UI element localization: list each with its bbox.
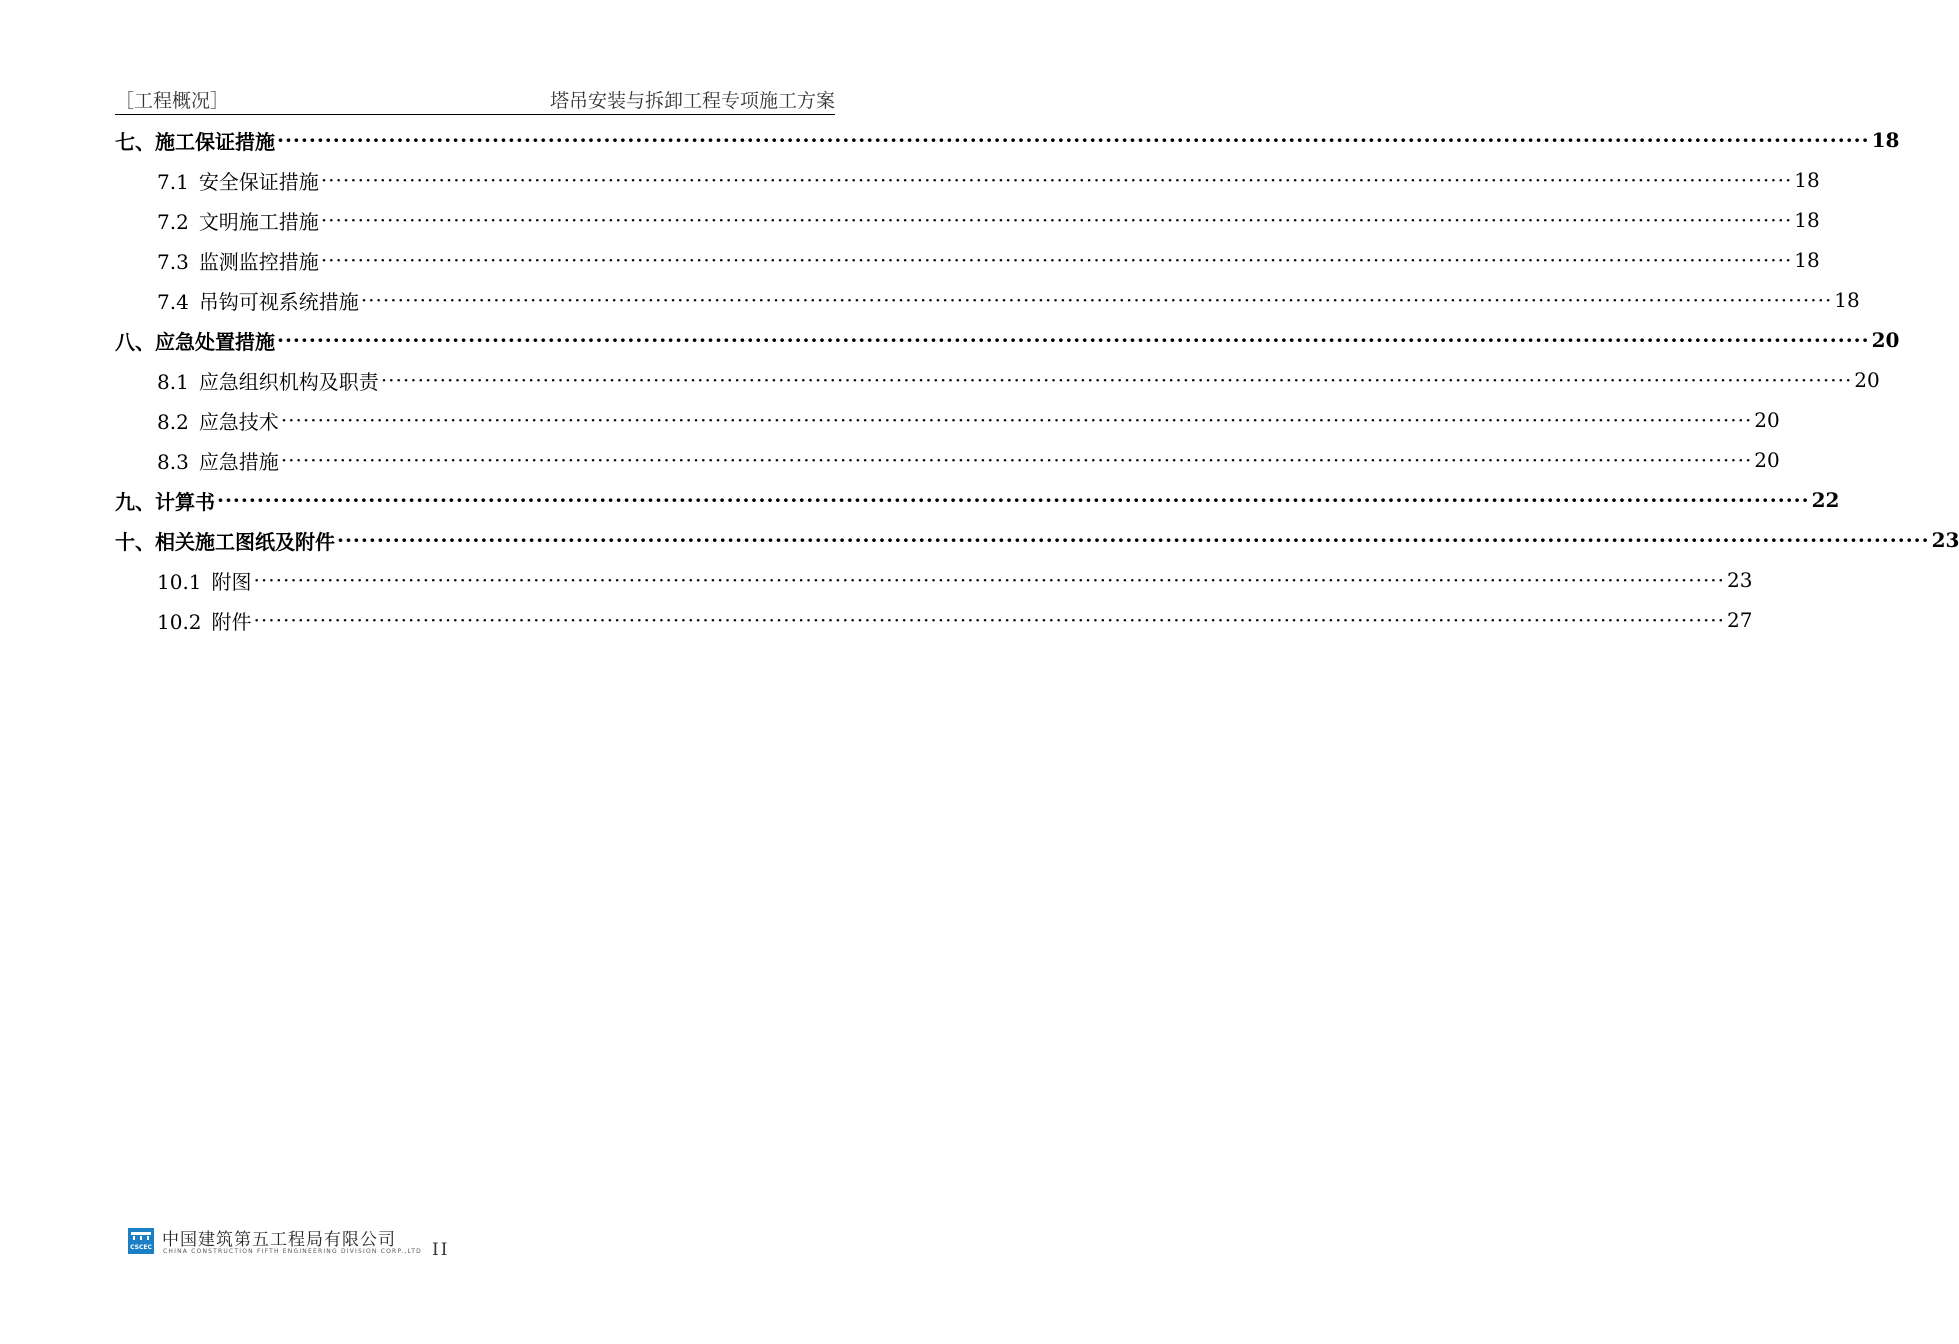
toc-page-number: 22	[1811, 488, 1840, 512]
toc-section-entry[interactable]	[115, 600, 1753, 640]
toc-page-number: 20	[1754, 448, 1780, 472]
toc-leader-dots: ········································································································································································································	[320, 208, 1793, 232]
toc-page-number: 18	[1871, 128, 1900, 152]
toc-entry-number: 8.2	[157, 409, 189, 434]
toc-entry-title	[157, 206, 319, 235]
header-document-title: 塔吊安装与拆卸工程专项施工方案	[549, 90, 835, 112]
toc-page-number: 18	[1794, 248, 1820, 272]
toc-leader-dots: ········································································································································································································	[253, 608, 1726, 632]
header-section-label: ［工程概况］	[115, 90, 230, 112]
toc-chapter-entry[interactable]	[115, 120, 1900, 160]
table-of-contents	[115, 120, 1959, 640]
toc-leader-dots: ········································································································································································································	[280, 448, 1753, 472]
toc-page-number: 20	[1854, 368, 1880, 392]
toc-chapter-entry[interactable]	[115, 520, 1959, 560]
toc-entry-number: 10.1	[157, 569, 202, 594]
toc-leader-dots: ········································································································································································································	[380, 368, 1853, 392]
toc-section-entry[interactable]	[115, 160, 1820, 200]
toc-leader-dots: ········································································································································································································	[277, 328, 1870, 352]
toc-leader-dots: ········································································································································································································	[320, 248, 1793, 272]
toc-entry-title	[115, 486, 215, 515]
toc-entry-number: 8.1	[157, 369, 189, 394]
toc-page-number: 20	[1871, 328, 1900, 352]
toc-entry-number: 7.2	[157, 209, 189, 234]
toc-entry-text: 八、应急处置措施	[115, 329, 275, 354]
toc-leader-dots: ········································································································································································································	[217, 488, 1810, 512]
toc-entry-text: 应急措施	[198, 449, 279, 474]
toc-entry-title	[157, 286, 359, 315]
toc-entry-title	[115, 126, 275, 155]
toc-page-number: 18	[1794, 208, 1820, 232]
toc-section-entry[interactable]	[115, 240, 1820, 280]
company-logo-icon	[128, 1228, 154, 1254]
toc-section-entry[interactable]	[115, 440, 1780, 480]
toc-entry-text: 文明施工措施	[198, 209, 319, 234]
toc-entry-text: 七、施工保证措施	[115, 129, 275, 154]
toc-entry-text: 附件	[211, 609, 252, 634]
toc-entry-number: 7.3	[157, 249, 189, 274]
toc-entry-text: 十、相关施工图纸及附件	[115, 529, 335, 554]
toc-entry-text: 应急组织机构及职责	[198, 369, 379, 394]
toc-page-number: 18	[1834, 288, 1860, 312]
toc-section-entry[interactable]	[115, 400, 1780, 440]
toc-entry-number: 7.4	[157, 289, 189, 314]
toc-entry-text: 九、计算书	[115, 489, 215, 514]
toc-page-number: 20	[1754, 408, 1780, 432]
toc-entry-title	[157, 566, 252, 595]
toc-leader-dots: ········································································································································································································	[253, 568, 1726, 592]
toc-leader-dots: ········································································································································································································	[320, 168, 1793, 192]
toc-entry-number: 7.1	[157, 169, 189, 194]
toc-entry-title	[115, 526, 335, 555]
toc-leader-dots: ········································································································································································································	[277, 128, 1870, 152]
toc-entry-number: 10.2	[157, 609, 202, 634]
toc-entry-title	[157, 166, 319, 195]
toc-chapter-entry[interactable]	[115, 320, 1900, 360]
toc-page-number: 18	[1794, 168, 1820, 192]
toc-entry-text: 监测监控措施	[198, 249, 319, 274]
toc-page-number: 23	[1931, 528, 1959, 552]
toc-entry-title	[157, 606, 252, 635]
toc-entry-title	[115, 326, 275, 355]
toc-entry-title	[157, 366, 379, 395]
toc-entry-title	[157, 246, 319, 275]
toc-chapter-entry[interactable]	[115, 480, 1840, 520]
page-header	[115, 84, 835, 115]
toc-section-entry[interactable]	[115, 360, 1880, 400]
toc-entry-text: 应急技术	[198, 409, 279, 434]
toc-entry-title	[157, 446, 279, 475]
toc-entry-text: 吊钩可视系统措施	[198, 289, 359, 314]
toc-section-entry[interactable]	[115, 560, 1753, 600]
toc-entry-title	[157, 406, 279, 435]
toc-leader-dots: ········································································································································································································	[280, 408, 1753, 432]
toc-page-number: 27	[1727, 608, 1753, 632]
toc-entry-number: 8.3	[157, 449, 189, 474]
toc-page-number: 23	[1727, 568, 1753, 592]
footer-company-english: CHINA CONSTRUCTION FIFTH ENGINEERING DIVISION CORP.,LTD	[163, 1248, 422, 1255]
toc-entry-text: 附图	[211, 569, 252, 594]
footer-company-name: 中国建筑第五工程局有限公司	[162, 1230, 396, 1250]
toc-leader-dots: ········································································································································································································	[337, 528, 1930, 552]
toc-section-entry[interactable]	[115, 280, 1860, 320]
logo-text: CSCEC	[130, 1244, 152, 1251]
toc-section-entry[interactable]	[115, 200, 1820, 240]
toc-entry-text: 安全保证措施	[198, 169, 319, 194]
page-number: II	[432, 1240, 450, 1260]
toc-leader-dots: ········································································································································································································	[360, 288, 1833, 312]
